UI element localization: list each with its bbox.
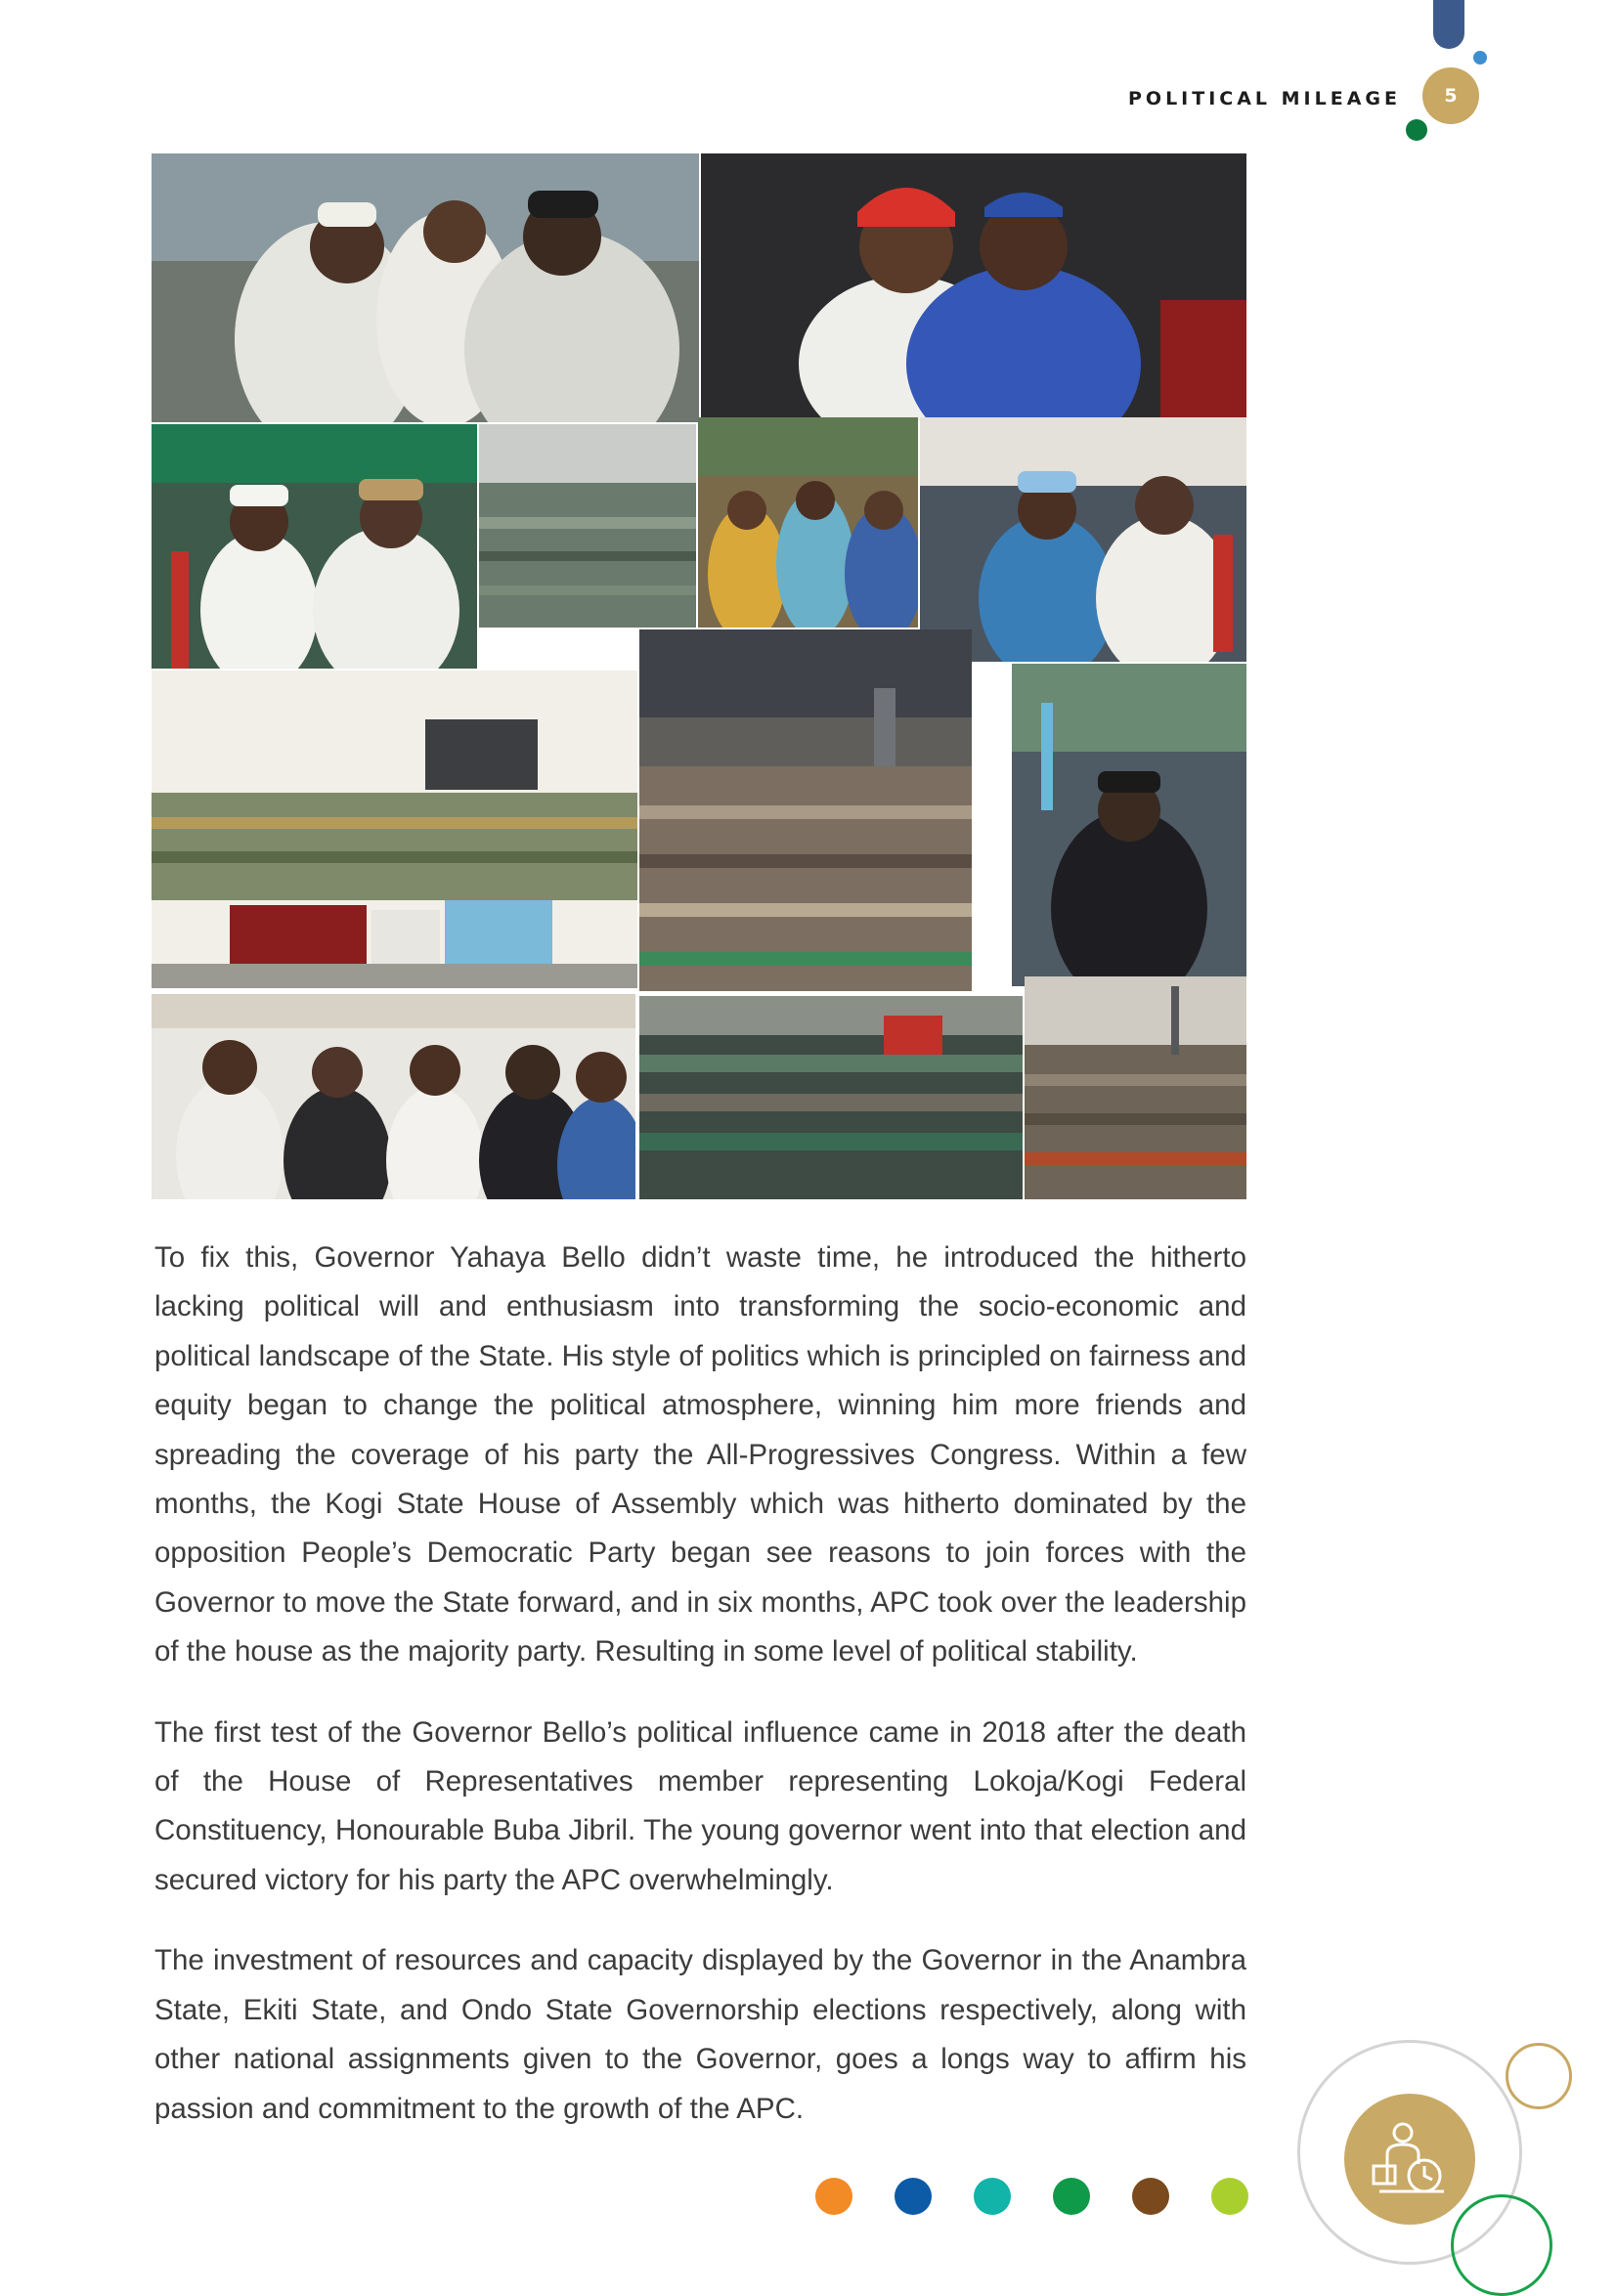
header-decor-dot-blue [1473, 51, 1487, 65]
footer-dot-brown [1132, 2178, 1169, 2215]
footer-dot-orange [815, 2178, 852, 2215]
section-title: POLITICAL MILEAGE [1128, 88, 1401, 109]
photo-leaders-greeting [152, 153, 699, 422]
photo-supporters-caps [152, 424, 477, 669]
page-number: 5 [1422, 67, 1479, 124]
article-body [154, 1234, 1246, 2165]
photo-rally-platform [920, 417, 1246, 662]
photo-stadium-crowd-1 [479, 424, 696, 628]
photo-group-selfie [152, 994, 635, 1199]
footer-dot-green [1053, 2178, 1090, 2215]
paragraph-2: The first test of the Governor Bello’s political influence came in 2018 after the death of the House of Representatives member representing Lokoja/Kogi Federal Constituency, Honourable Buba Jibril. The young governor went into that election and secured victory for his party the APC overwhelmingly. [154, 1715, 1246, 1896]
decor-ring-green [1451, 2194, 1552, 2296]
footer-dot-lime [1211, 2178, 1248, 2215]
photo-youth-supporters [1012, 664, 1246, 986]
header-decor-bar [1433, 0, 1464, 49]
paragraph-1: To fix this, Governor Yahaya Bello didn’t waste time, he introduced the hitherto lacking political will and enthusiasm into transforming the socio-economic and political landscape of the State. His style of politics which is principled on fairness and equity began to change the political atmosphere, winning him more friends and spreading the coverage of his party the All-Progressives Congress. Within a few months, the Kogi State House of Assembly which was hitherto dominated by the opposition People’s Democratic Party began see reasons to join forces with the Governor to move the State forward, and in six months, APC took over the leadership of the house as the majority party. Resulting in some level of political stability. [154, 1241, 1246, 1668]
photo-governor-embrace [701, 153, 1246, 420]
person-clock-icon [1344, 2094, 1475, 2225]
photo-women-supporters [698, 417, 918, 628]
footer-dot-teal [974, 2178, 1011, 2215]
footer-dot-blue [895, 2178, 932, 2215]
photo-collage [152, 153, 1246, 1199]
photo-stadium-banners [152, 671, 637, 988]
photo-stadium-wide [1025, 976, 1246, 1199]
header-decor-dot-green [1406, 119, 1427, 141]
photo-crowd-field [639, 996, 1023, 1199]
paragraph-3: The investment of resources and capacity displayed by the Governor in the Anambra State, Ekiti State, and Ondo State Governorship elections respectively, along with other national assignments given to the Governor, goes a longs way to affirm his passion and commitment to the growth of the APC. [154, 1944, 1246, 2125]
photo-grandstand-crowd [639, 629, 972, 991]
decor-ring-gold [1506, 2043, 1572, 2109]
